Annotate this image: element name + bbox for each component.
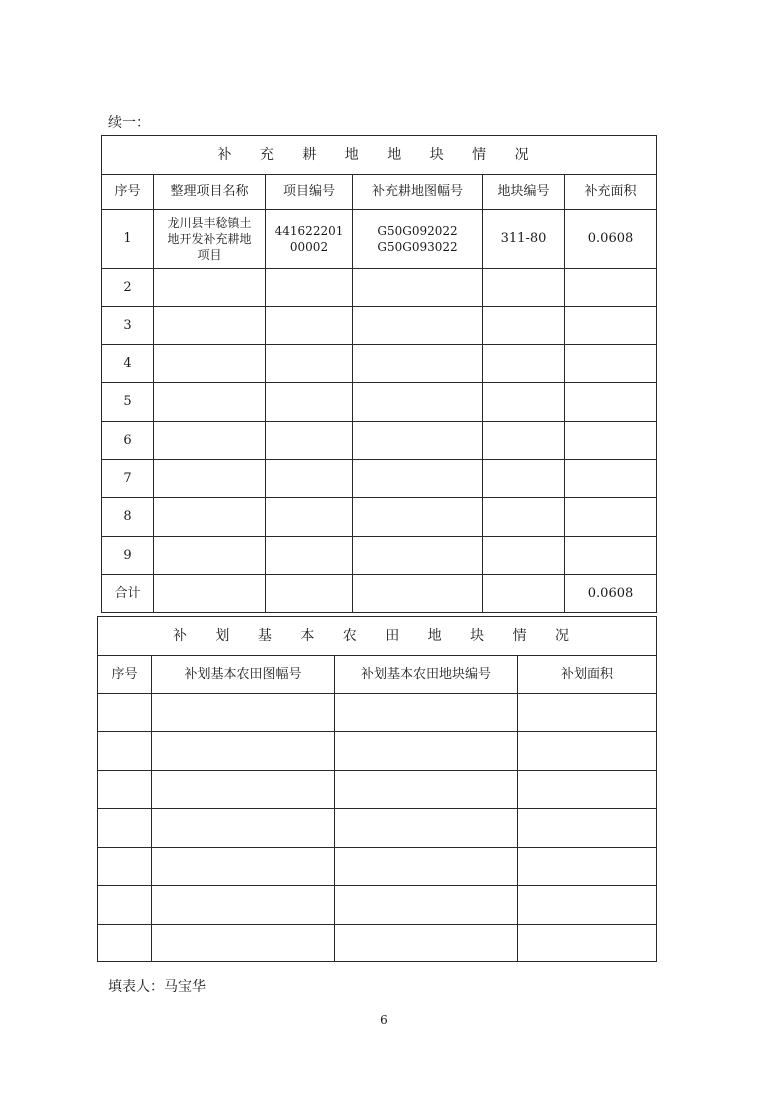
project-name-line: 地开发补充耕地 xyxy=(167,232,252,246)
header-map-sheet: 补充耕地图幅号 xyxy=(353,175,483,210)
header-area: 补划面积 xyxy=(518,656,657,694)
project-code-line: 00002 xyxy=(289,240,329,254)
row-seq: 2 xyxy=(102,269,154,307)
row-seq: 7 xyxy=(102,460,154,498)
row-seq: 5 xyxy=(102,383,154,422)
filler-label: 填表人： xyxy=(108,979,164,995)
header-seq: 序号 xyxy=(102,175,154,210)
supplement-cultivated-land-table xyxy=(101,135,657,613)
total-area: 0.0608 xyxy=(565,575,657,613)
header-area: 补充面积 xyxy=(565,175,657,210)
continued-label: 续一： xyxy=(108,115,150,131)
table-title: 补 划 基 本 农 田 地 块 情 况 xyxy=(98,617,657,656)
project-name-line: 龙川县丰稔镇土 xyxy=(167,216,252,230)
header-plot-no: 补划基本农田地块编号 xyxy=(335,656,518,694)
header-plot-no: 地块编号 xyxy=(483,175,565,210)
project-name-cell xyxy=(154,210,266,269)
table-row xyxy=(102,460,657,498)
row-seq: 1 xyxy=(102,210,154,269)
map-sheet-cell xyxy=(353,210,483,269)
row-seq: 9 xyxy=(102,537,154,575)
map-sheet-line: G50G092022 xyxy=(377,224,458,238)
table-row xyxy=(102,269,657,307)
table-row xyxy=(98,694,657,732)
table-row xyxy=(102,345,657,383)
table-row xyxy=(98,809,657,848)
project-code-line: 441622201 xyxy=(274,224,344,238)
table-row xyxy=(102,383,657,422)
row-seq: 6 xyxy=(102,422,154,460)
row-seq: 3 xyxy=(102,307,154,345)
header-project-name: 整理项目名称 xyxy=(154,175,266,210)
table-row xyxy=(102,422,657,460)
table-header-row xyxy=(102,175,657,210)
header-project-code: 项目编号 xyxy=(266,175,353,210)
table-row xyxy=(98,848,657,886)
table-row xyxy=(98,732,657,771)
header-map-sheet: 补划基本农田图幅号 xyxy=(152,656,335,694)
table-row xyxy=(98,771,657,809)
row-seq: 4 xyxy=(102,345,154,383)
row-seq: 8 xyxy=(102,498,154,537)
filler-line xyxy=(108,976,206,996)
table-row xyxy=(102,210,657,269)
filler-name: 马宝华 xyxy=(164,979,206,995)
map-sheet-line: G50G093022 xyxy=(377,240,458,254)
total-label: 合计 xyxy=(102,575,154,613)
table-header-row xyxy=(98,656,657,694)
table-row xyxy=(98,886,657,925)
table-title: 补 充 耕 地 地 块 情 况 xyxy=(102,136,657,175)
table-row xyxy=(102,307,657,345)
project-name-line: 项目 xyxy=(197,248,222,262)
table-row xyxy=(98,925,657,962)
total-row xyxy=(102,575,657,613)
page-number: 6 xyxy=(380,1013,388,1027)
table-row xyxy=(102,537,657,575)
table-row xyxy=(102,498,657,537)
plot-no-cell: 311-80 xyxy=(483,210,565,269)
header-seq: 序号 xyxy=(98,656,152,694)
project-code-cell xyxy=(266,210,353,269)
supplement-basic-farmland-table xyxy=(97,616,657,962)
area-cell: 0.0608 xyxy=(565,210,657,269)
